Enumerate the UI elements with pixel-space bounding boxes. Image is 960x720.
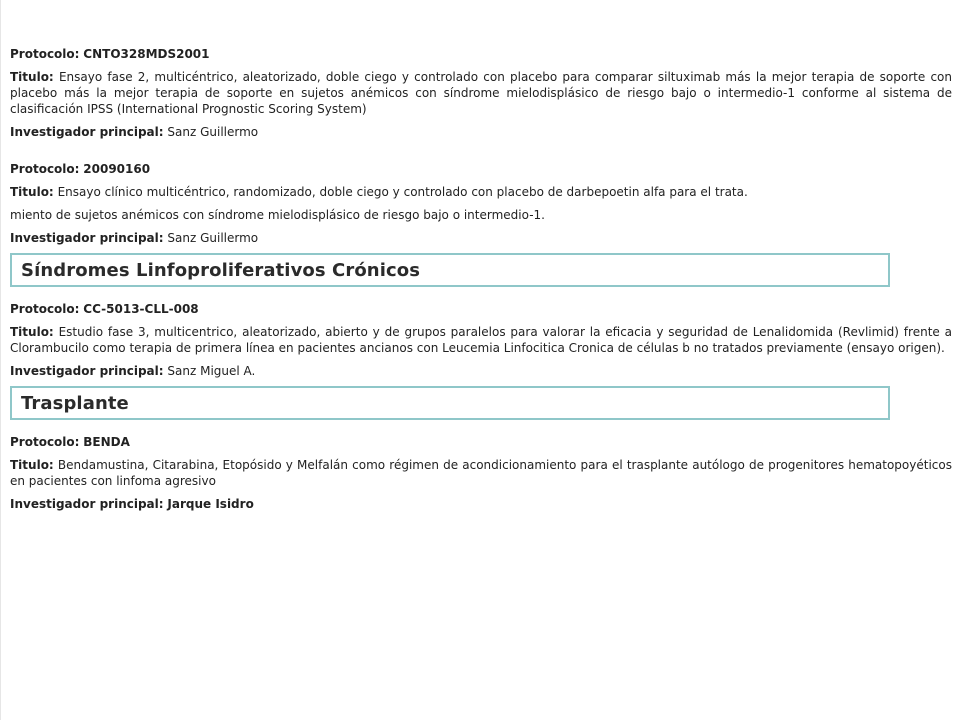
protocol-label: Protocolo: [10,47,80,61]
protocol-value: BENDA [83,435,130,449]
title-line [10,69,952,117]
section-heading-cll [10,253,890,287]
protocol-value: CNTO328MDS2001 [83,47,210,61]
section-heading-text: Trasplante [21,392,129,414]
title-text: Ensayo fase 2, multicéntrico, aleatorizado, doble ciego y controlado con placebo para comparar siltuximab más la mejor terapia de soporte con placebo más la mejor terapia de soporte en sujetos anémicos con síndrome mielodisplásico de riesgo bajo o intermedio-1 conforme al sistema de clasificación IPSS (International Prognostic Scoring System) [10,70,952,116]
title-text: Bendamustina, Citarabina, Etopósido y Melfalán como régimen de acondicionamiento para el trasplante autólogo de progenitores hematopoyéticos en pacientes con linfoma agresivo [10,458,952,488]
investigator-label: Investigador principal: [10,497,164,511]
protocol-label: Protocolo: [10,435,80,449]
investigator-line [10,363,952,379]
protocol-line [10,434,952,450]
investigator-line [10,496,952,512]
investigator-label: Investigador principal: [10,231,164,245]
title-text: Estudio fase 3, multicentrico, aleatorizado, abierto y de grupos paralelos para valorar la eficacia y seguridad de Lenalidomida (Revlimid) frente a Clorambucilo como terapia de primera línea en pacientes ancianos con Leucemia Linfocitica Cronica de células b no tratados previamente (ensayo origen). [10,325,952,355]
protocol-line [10,301,952,317]
protocol-line [10,46,952,62]
trial-entry [10,161,952,246]
investigator-name: Sanz Miguel A. [167,364,256,378]
title-line [10,324,952,356]
trial-entry [10,434,952,512]
title-label: Titulo: [10,70,54,84]
title-line [10,457,952,489]
title-text: Ensayo clínico multicéntrico, randomizado, doble ciego y controlado con placebo de darbepoetin alfa para el trata. [57,185,748,199]
investigator-name: Sanz Guillermo [167,231,259,245]
document-body [10,46,952,519]
section-heading-transplant [10,386,890,420]
section-heading-text: Síndromes Linfoproliferativos Crónicos [21,259,421,281]
investigator-label: Investigador principal: [10,364,164,378]
title-label: Titulo: [10,458,54,472]
investigator-line [10,124,952,140]
investigator-name: Sanz Guillermo [167,125,259,139]
title-label: Titulo: [10,185,54,199]
title-line [10,184,952,200]
title-label: Titulo: [10,325,54,339]
protocol-label: Protocolo: [10,302,80,316]
investigator-name: Jarque Isidro [167,497,254,511]
investigator-line [10,230,952,246]
trial-entry [10,46,952,140]
title-continuation: miento de sujetos anémicos con síndrome mielodisplásico de riesgo bajo o intermedio-1. [10,208,545,222]
protocol-value: 20090160 [83,162,151,176]
page-left-border [0,0,1,720]
investigator-label: Investigador principal: [10,125,164,139]
protocol-value: CC-5013-CLL-008 [83,302,199,316]
trial-entry [10,301,952,379]
protocol-label: Protocolo: [10,162,80,176]
protocol-line [10,161,952,177]
